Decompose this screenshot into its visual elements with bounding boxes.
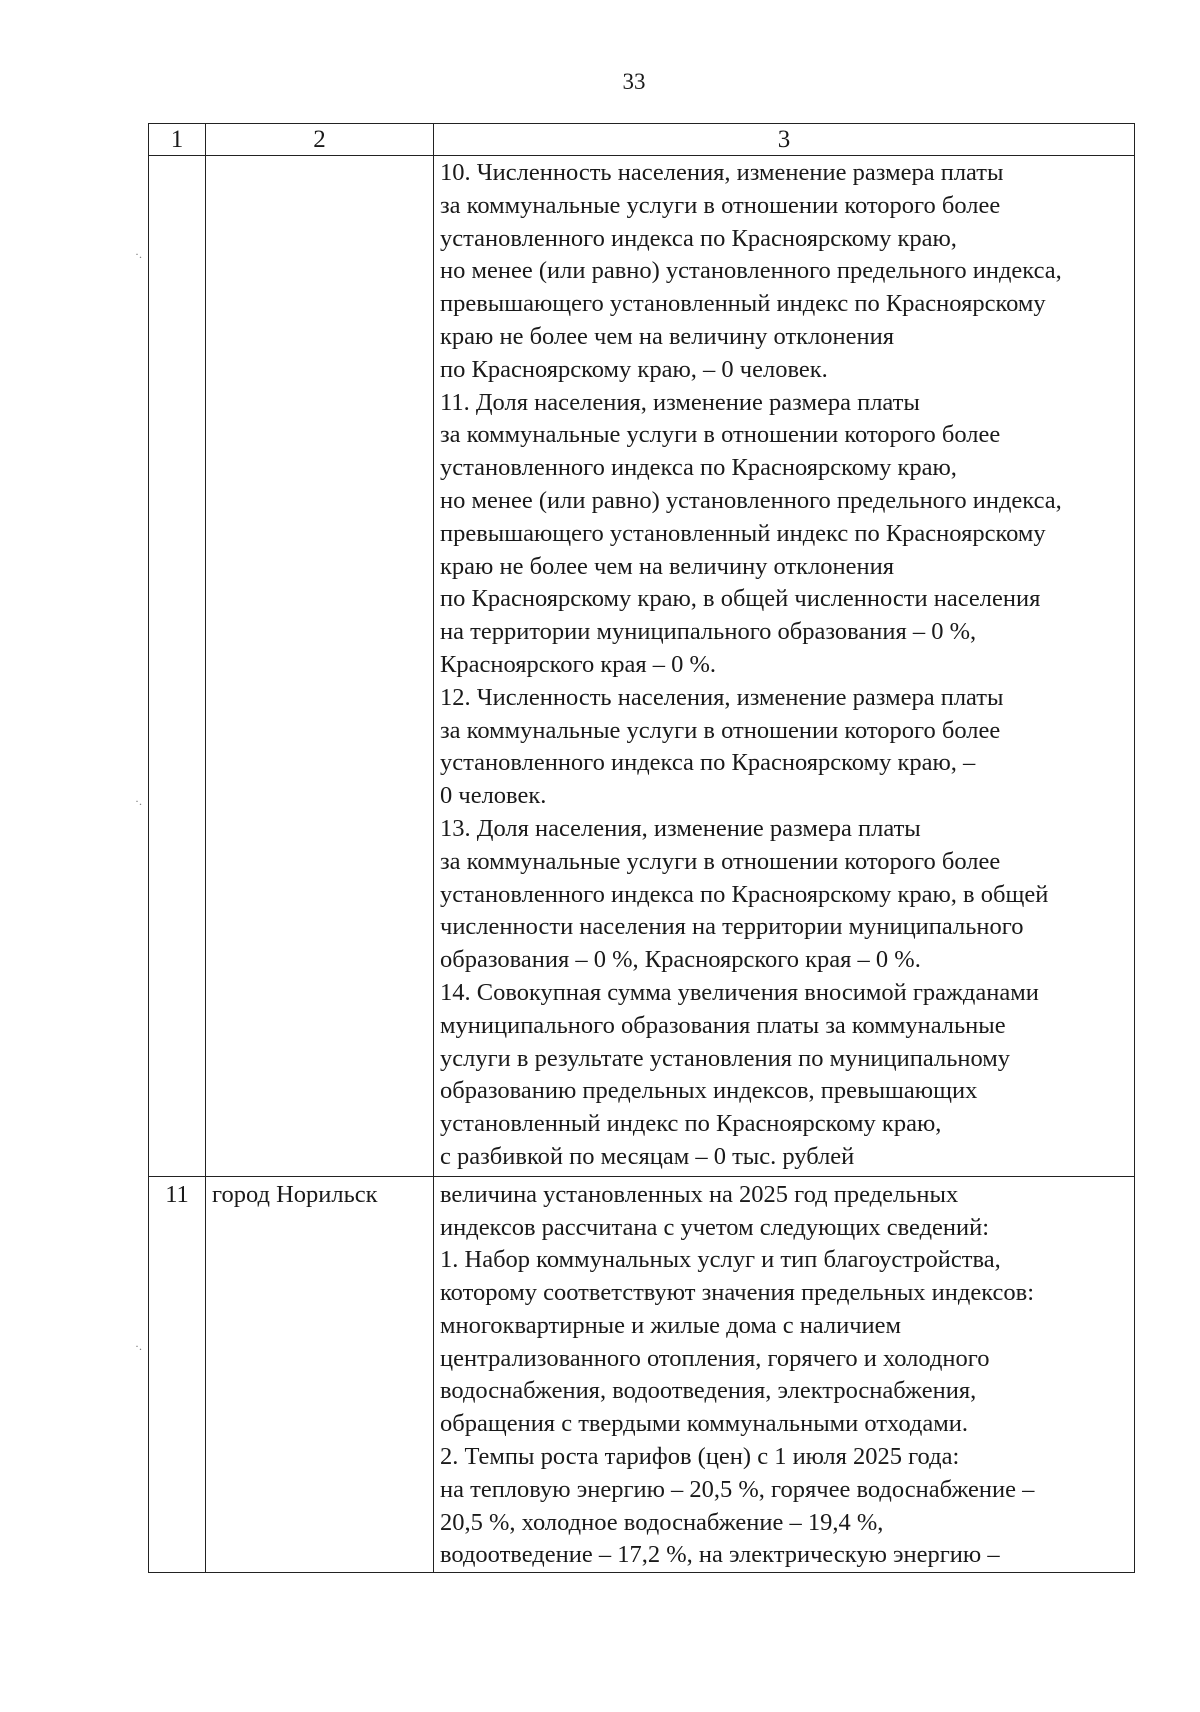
text-line: за коммунальные услуги в отношении которого более: [440, 716, 1001, 744]
text-line: обращения с твердыми коммунальными отходами.: [440, 1410, 968, 1438]
text-line: 12. Численность населения, изменение размера платы: [440, 683, 1004, 711]
text-line: Красноярского края – 0 %.: [440, 650, 717, 678]
text-line: превышающего установленный индекс по Красноярскому: [440, 519, 1046, 547]
text-line: 0 человек.: [440, 782, 547, 810]
text-line: превышающего установленный индекс по Красноярскому: [440, 290, 1046, 318]
text-line: 1. Набор коммунальных услуг и тип благоустройства,: [440, 1246, 1001, 1274]
municipality-name: [206, 156, 434, 1177]
text-line: 2. Темпы роста тарифов (цен) с 1 июля 2025 года:: [440, 1443, 960, 1471]
header-col-1: 1: [149, 124, 206, 156]
text-line: величина установленных на 2025 год предельных: [440, 1180, 959, 1208]
row-number: 11: [149, 1176, 206, 1573]
margin-mark: ·.: [135, 247, 142, 261]
text-line: услуги в результате установления по муниципальному: [440, 1044, 1011, 1072]
text-line: за коммунальные услуги в отношении которого более: [440, 421, 1001, 449]
margin-mark: ·.: [135, 1339, 142, 1353]
table-header-row: [149, 124, 1135, 156]
text-line: муниципального образования платы за коммунальные: [440, 1011, 1006, 1039]
text-line: за коммунальные услуги в отношении которого более: [440, 847, 1001, 875]
text-line: образования – 0 %, Красноярского края – 0 %.: [440, 946, 921, 974]
text-line: 10. Численность населения, изменение размера платы: [440, 159, 1004, 186]
page-number: 33: [622, 69, 646, 94]
text-line: по Красноярскому краю, в общей численности населения: [440, 585, 1041, 613]
text-line: на территории муниципального образования – 0 %,: [440, 618, 977, 646]
header-col-3: 3: [434, 124, 1135, 156]
text-line: установленного индекса по Красноярскому краю,: [440, 454, 957, 482]
data-table: [148, 123, 1135, 1573]
text-line: централизованного отопления, горячего и холодного: [440, 1344, 990, 1372]
text-line: 11. Доля населения, изменение размера платы: [440, 388, 920, 416]
text-line: но менее (или равно) установленного предельного индекса,: [440, 486, 1062, 514]
text-line: 20,5 %, холодное водоснабжение – 19,4 %,: [440, 1508, 884, 1536]
text-line: установленный индекс по Красноярскому краю,: [440, 1110, 942, 1138]
text-line: многоквартирные и жилые дома с наличием: [440, 1311, 902, 1339]
text-line: но менее (или равно) установленного предельного индекса,: [440, 257, 1062, 285]
text-line: 14. Совокупная сумма увеличения вносимой гражданами: [440, 978, 1039, 1006]
description-cell: [434, 1176, 1135, 1573]
text-line: по Красноярскому краю, – 0 человек.: [440, 355, 828, 383]
text-line: численности населения на территории муниципального: [440, 913, 1024, 941]
text-line: за коммунальные услуги в отношении которого более: [440, 191, 1001, 219]
text-line: 13. Доля населения, изменение размера платы: [440, 814, 921, 842]
text-line: установленного индекса по Красноярскому краю,: [440, 224, 957, 252]
municipality-name: город Норильск: [206, 1176, 434, 1573]
text-line: установленного индекса по Красноярскому краю, –: [440, 749, 976, 777]
text-line: водоотведение – 17,2 %, на электрическую энергию –: [440, 1541, 1000, 1569]
table-row: [149, 1176, 1135, 1573]
text-line: с разбивкой по месяцам – 0 тыс. рублей: [440, 1142, 855, 1170]
text-line: образованию предельных индексов, превышающих: [440, 1077, 978, 1105]
text-line: водоснабжения, водоотведения, электроснабжения,: [440, 1377, 977, 1405]
text-line: краю не более чем на величину отклонения: [440, 322, 895, 350]
description-cell: [434, 156, 1135, 1177]
text-line: индексов рассчитана с учетом следующих сведений:: [440, 1213, 990, 1241]
row-number: [149, 156, 206, 1177]
text-line: краю не более чем на величину отклонения: [440, 552, 895, 580]
margin-mark: ·.: [135, 794, 142, 808]
text-line: установленного индекса по Красноярскому краю, в общей: [440, 880, 1049, 908]
text-line: которому соответствуют значения предельных индексов:: [440, 1279, 1035, 1307]
header-col-2: 2: [206, 124, 434, 156]
text-line: на тепловую энергию – 20,5 %, горячее водоснабжение –: [440, 1475, 1035, 1503]
table-row: [149, 156, 1135, 1177]
